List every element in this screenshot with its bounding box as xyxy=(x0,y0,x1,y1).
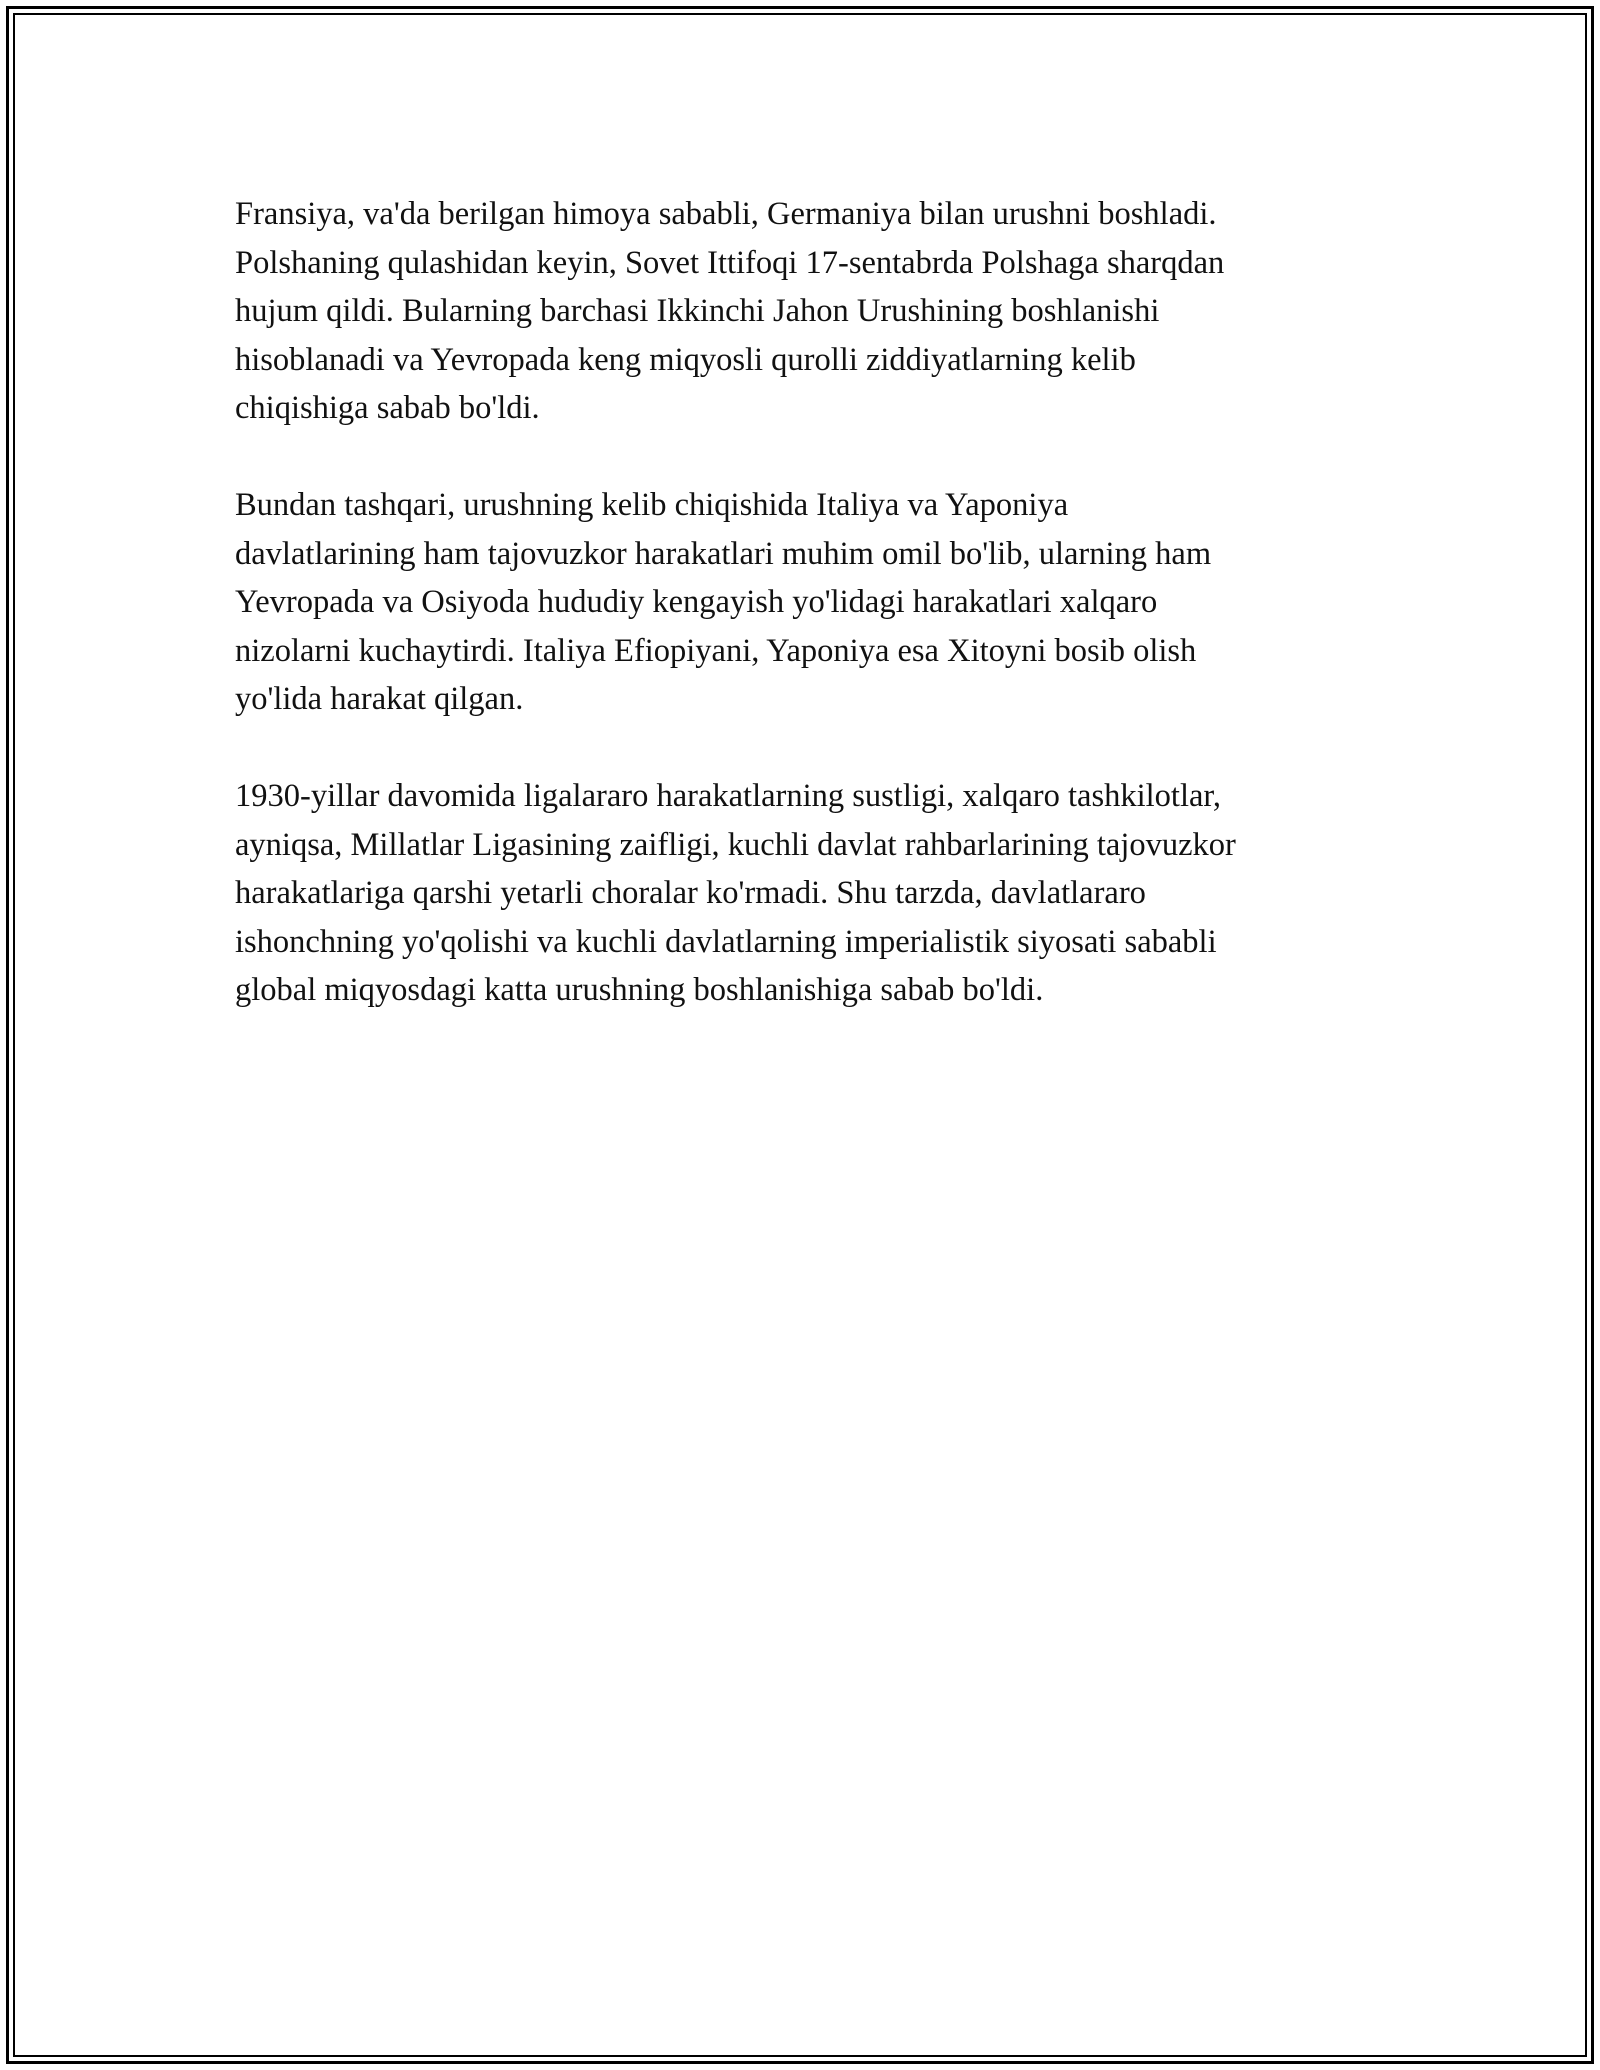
document-body xyxy=(235,190,1375,1063)
paragraph-1: Fransiya, va'da berilgan himoya sababli, Germaniya bilan urushni boshladi. Polshaning qulashidan keyin, Sovet Ittifoqi 17-sentabrda Polshaga sharqdan hujum qildi. Bularning barchasi Ikkinchi Jahon Urushining boshlanishi hisoblanadi va Yevropada keng miqyosli qurolli ziddiyatlarning kelib chiqishiga sabab bo'ldi. xyxy=(235,196,1225,426)
paragraph-2: Bundan tashqari, urushning kelib chiqishida Italiya va Yaponiya davlatlarining ham tajovuzkor harakatlari muhim omil bo'lib, ularning ham Yevropada va Osiyoda hududiy kengayish yo'lidagi harakatlari xalqaro nizolarni kuchaytirdi. Italiya Efiopiyani, Yaponiya esa Xitoyni bosib olish yo'lida harakat qilgan. xyxy=(235,487,1212,717)
paragraph-3: 1930-yillar davomida ligalararo harakatlarning sustligi, xalqaro tashkilotlar, ayniqsa, Millatlar Ligasining zaifligi, kuchli davlat rahbarlarining tajovuzkor harakatlariga qarshi yetarli choralar ko'rmadi. Shu tarzda, davlatlararo ishonchning yo'qolishi va kuchli davlatlarning imperialistik siyosati sababli global miqyosdagi katta urushning boshlanishiga sabab bo'ldi. xyxy=(235,778,1236,1008)
